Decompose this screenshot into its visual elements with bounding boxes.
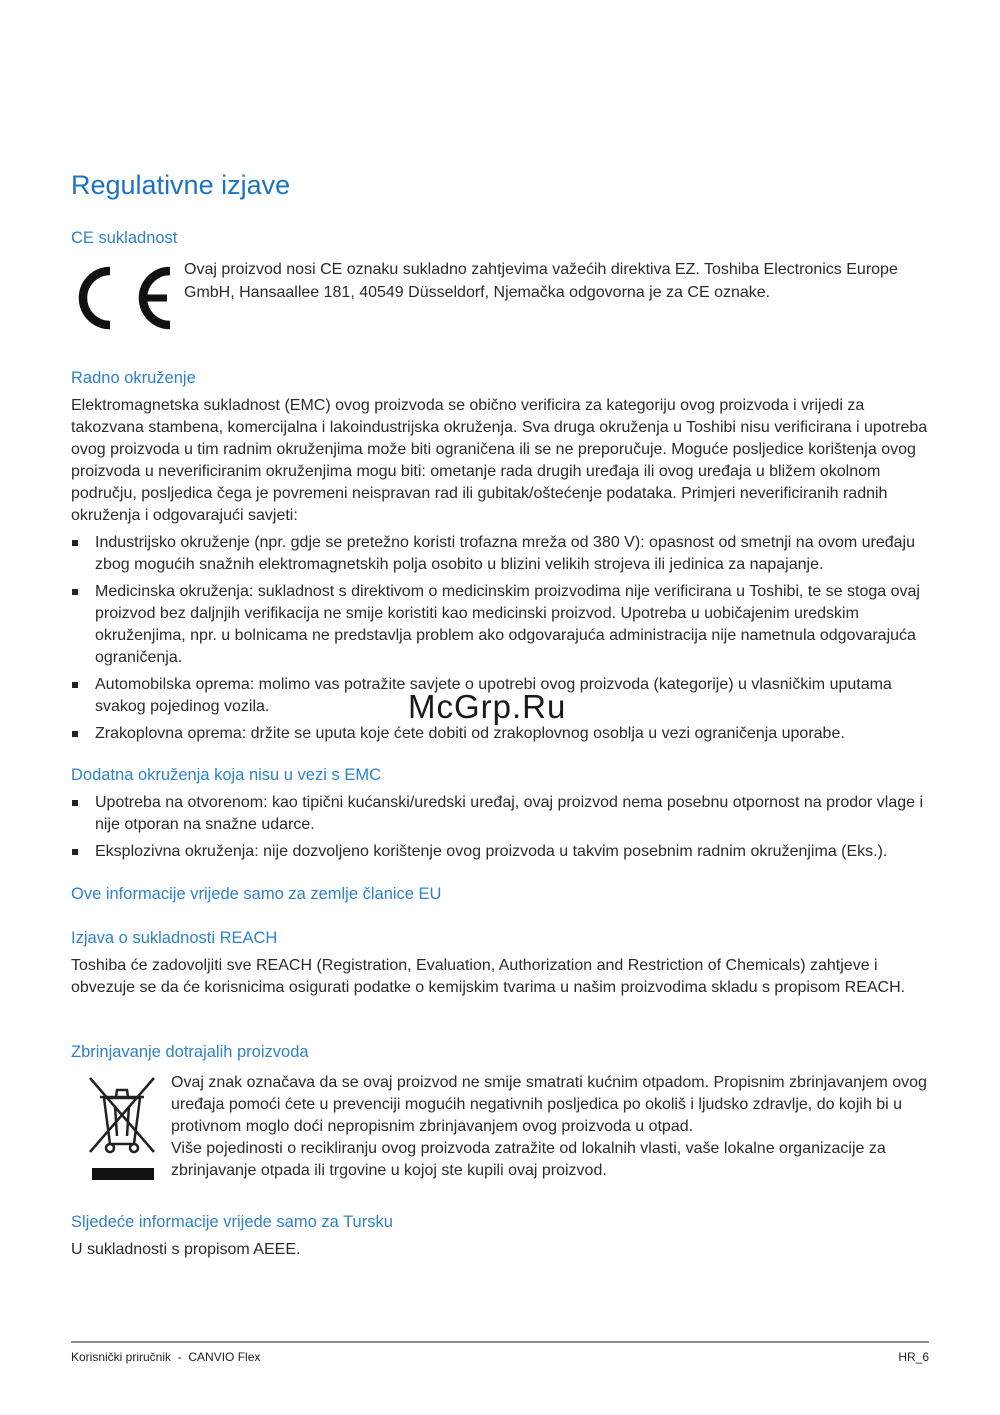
reach-text: Toshiba će zadovoljiti sve REACH (Registration, Evaluation, Authorization and Restriction of Chemicals) zahtjeve i obvezuje se da će korisnicima osigurati podatke o kemijskim tvarima u našim proizvodima skladu s propisom REACH. (71, 957, 906, 996)
list-item: Medicinska okruženja: sukladnost s direktivom o medicinskim proizvodima nije verificirana u Toshibi, te se stoga ovaj proizvod bez daljnjih verifikacija ne smije koristiti kao medicinski proizvod. Upotreba u uobičajenim uredskim okruženjima, npr. u bolnicama ne predstavlja problem ako odgovarajuća administracija nije nametnula odgovarajuća ograničenja. (71, 581, 931, 669)
turkey-heading: Sljedeće informacije vrijede samo za Tursku (71, 1213, 393, 1231)
list-item: Automobilska oprema: molimo vas potražite savjete o upotrebi ovog proizvoda (kategorije) u vlasničkim uputama svakog pojedinog vozila. (71, 674, 931, 718)
eu-heading: Ove informacije vrijede samo za zemlje članice EU (71, 885, 442, 903)
env-intro: Elektromagnetska sukladnost (EMC) ovog proizvoda se obično verificira za kategoriju ovog proizvoda i vrijedi za takozvana stambena, komercijalna i lakoindustrijska okruženja. Sva druga okruženja u Toshibi nisu verificirana i upotreba ovog proizvoda u tim radnim okruženjima može biti ograničena ili se ne preporučuje. Moguće posljedice korištenja ovog proizvoda u neverificiranim okruženjima mogu biti: ometanje rada drugih uređaja ili ovog uređaja u bližem okolnom području, posljedica čega je povremeni neispravan rad ili gubitak/oštećenje podataka. Primjeri neverificiranih radnih okruženja i odgovarajući savjeti: (71, 397, 928, 524)
disposal-para-2: Više pojedinosti o recikliranju ovog proizvoda zatražite od lokalnih vlasti, vaše lokalne organizacije za zbrinjavanje otpada ili trgovine u kojoj ste kupili ovaj proizvod. (171, 1140, 886, 1179)
list-item: Zrakoplovna oprema: držite se uputa koje ćete dobiti od zrakoplovnog osoblja u vezi ograničenja uporabe. (71, 723, 931, 745)
watermark: McGrp.Ru (408, 688, 567, 725)
crossed-bin-icon (88, 1076, 156, 1182)
disposal-para-1: Ovaj znak označava da se ovaj proizvod ne smije smatrati kućnim otpadom. Propisnim zbrinjavanjem ovog uređaja pomoći ćete u prevenciji mogućih negativnih posljedica po okoliš i ljudsko zdravlje, do kojih bi u protivnom moglo doći nepropisnim zbrinjavanjem ovog proizvoda u otpad. (171, 1074, 927, 1135)
footer-divider (71, 1341, 929, 1343)
ce-text: Ovaj proizvod nosi CE oznaku sukladno zahtjevima važećih direktiva EZ. Toshiba Electronics Europe GmbH, Hansaallee 181, 40549 Düsseldorf, Njemačka odgovorna je za CE oznake. (184, 261, 898, 301)
ce-mark-icon (77, 265, 173, 331)
ce-heading: CE sukladnost (71, 229, 178, 247)
extra-bullet-list (71, 792, 931, 868)
footer-page-number: HR_6 (898, 1350, 929, 1364)
page-title: Regulativne izjave (71, 170, 291, 200)
list-item: Upotreba na otvorenom: kao tipični kućanski/uredski uređaj, ovaj proizvod nema posebnu otpornost na prodor vlage i nije otporan na snažne udarce. (71, 792, 931, 836)
env-heading: Radno okruženje (71, 369, 196, 387)
disposal-heading: Zbrinjavanje dotrajalih proizvoda (71, 1043, 309, 1061)
footer-manual-title: Korisnički priručnik - CANVIO Flex (71, 1350, 261, 1364)
turkey-text: U sukladnosti s propisom AEEE. (71, 1241, 301, 1258)
reach-heading: Izjava o sukladnosti REACH (71, 929, 278, 947)
list-item: Eksplozivna okruženja: nije dozvoljeno korištenje ovog proizvoda u takvim posebnim radnim okruženjima (Eks.). (71, 841, 931, 863)
list-item: Industrijsko okruženje (npr. gdje se pretežno koristi trofazna mreža od 380 V): opasnost od smetnji na ovom uređaju zbog mogućih snažnih elektromagnetskih polja osobito u blizini velikih strojeva ili jedinica za napajanje. (71, 532, 931, 576)
disposal-text (171, 1072, 931, 1182)
extra-heading: Dodatna okruženja koja nisu u vezi s EMC (71, 766, 381, 784)
